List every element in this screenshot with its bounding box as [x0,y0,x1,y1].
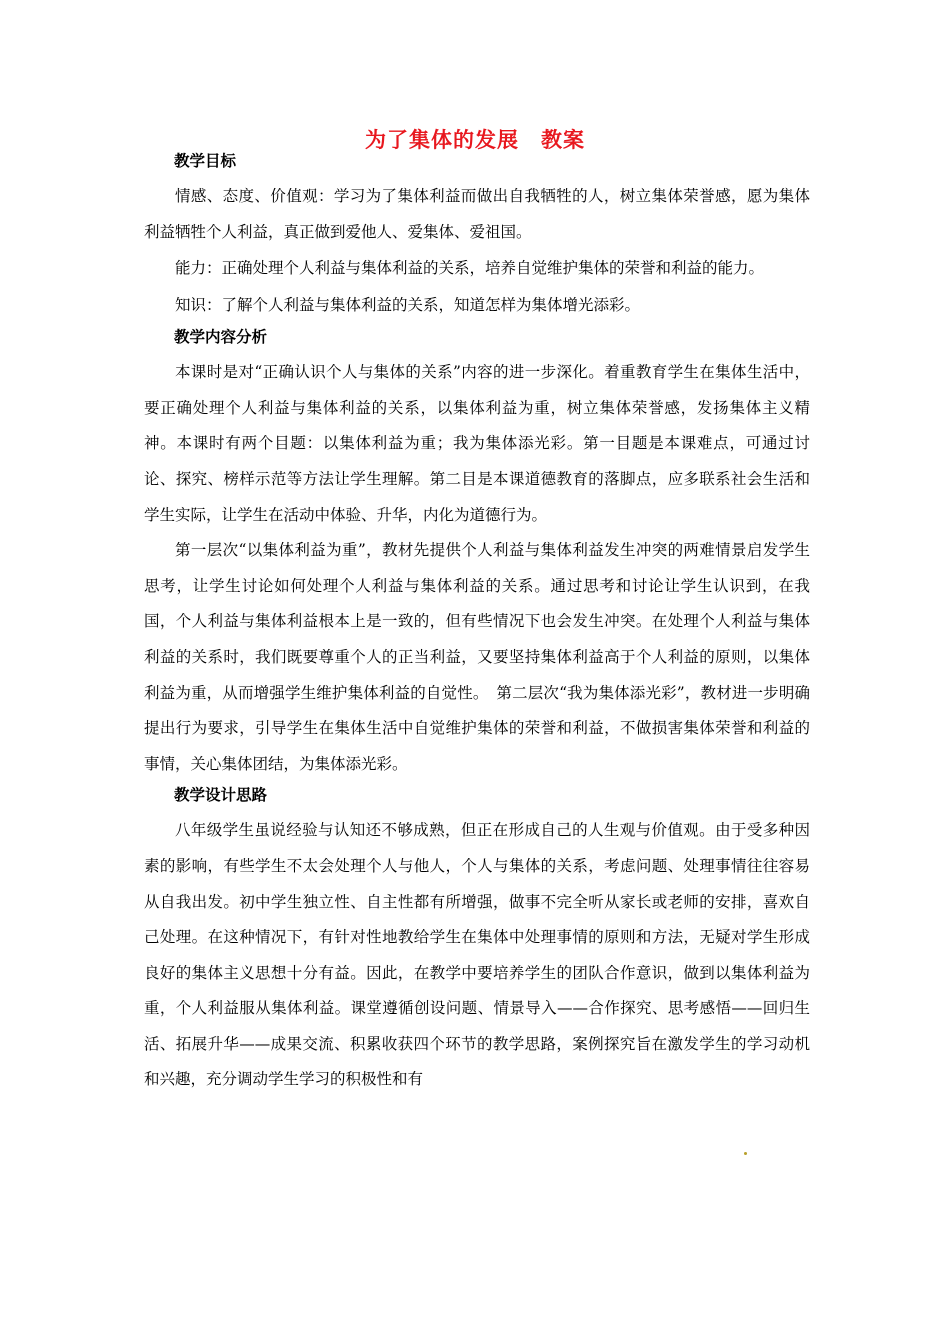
paragraph: 第一层次“以集体利益为重”，教材先提供个人利益与集体利益发生冲突的两难情景启发学生思考，让学生讨论如何处理个人利益与集体利益的关系。通过思考和讨论让学生认识到，在我国，个人利益与集体利益根本上是一致的，但有些情况下也会发生冲突。在处理个人利益与集体利益的关系时，我们既要尊重个人的正当利益，又要坚持集体利益高于个人利益的原则，以集体利益为重，从而增强学生维护集体利益的自觉性。 第二层次“我为集体添光彩”，教材进一步明确提出行为要求，引导学生在集体生活中自觉维护集体的荣誉和利益，不做损害集体荣誉和利益的事情，关心集体团结，为集体添光彩。 [144,541,810,773]
paragraph: 能力：正确处理个人利益与集体利益的关系，培养自觉维护集体的荣誉和利益的能力。 [175,259,765,278]
section-heading: 教学目标 [174,152,237,170]
section-design-ideas [144,784,810,1098]
stray-dot-mark [744,1152,747,1155]
paragraph: 知识：了解个人利益与集体利益的关系，知道怎样为集体增光添彩。 [175,296,641,315]
section-heading: 教学内容分析 [174,328,268,347]
document-body [144,150,810,1098]
section-teaching-goals [144,150,810,324]
paragraph: 情感、态度、价值观：学习为了集体利益而做出自我牺牲的人，树立集体荣誉感，愿为集体利益牺牲个人利益，真正做到爱他人、爱集体、爱祖国。 [144,187,810,241]
section-content-analysis [144,326,810,782]
paragraph: 八年级学生虽说经验与认知还不够成熟，但正在形成自己的人生观与价值观。由于受多种因素的影响，有些学生不太会处理个人与他人，个人与集体的关系，考虑问题、处理事情往往容易从自我出发。初中学生独立性、自主性都有所增强，做事不完全听从家长或老师的安排，喜欢自己处理。在这种情况下，有针对性地教给学生在集体中处理事情的原则和方法，无疑对学生形成良好的集体主义思想十分有益。因此，在教学中要培养学生的团队合作意识，做到以集体利益为重，个人利益服从集体利益。课堂遵循创设问题、情景导入——合作探究、思考感悟——回归生活、拓展升华——成果交流、积累收获四个环节的教学思路，案例探究旨在激发学生的学习动机和兴趣，充分调动学生学习的积极性和有 [144,821,810,1089]
paragraph: 本课时是对“正确认识个人与集体的关系”内容的进一步深化。着重教育学生在集体生活中，要正确处理个人利益与集体利益的关系，以集体利益为重，树立集体荣誉感，发扬集体主义精神。本课时有两个目题：以集体利益为重；我为集体添光彩。第一目题是本课难点，可通过讨论、探究、榜样示范等方法让学生理解。第二目是本课道德教育的落脚点，应多联系社会生活和学生实际，让学生在活动中体验、升华，内化为道德行为。 [144,363,810,524]
section-heading: 教学设计思路 [174,786,268,805]
document-title: 为了集体的发展 教案 [365,128,585,152]
